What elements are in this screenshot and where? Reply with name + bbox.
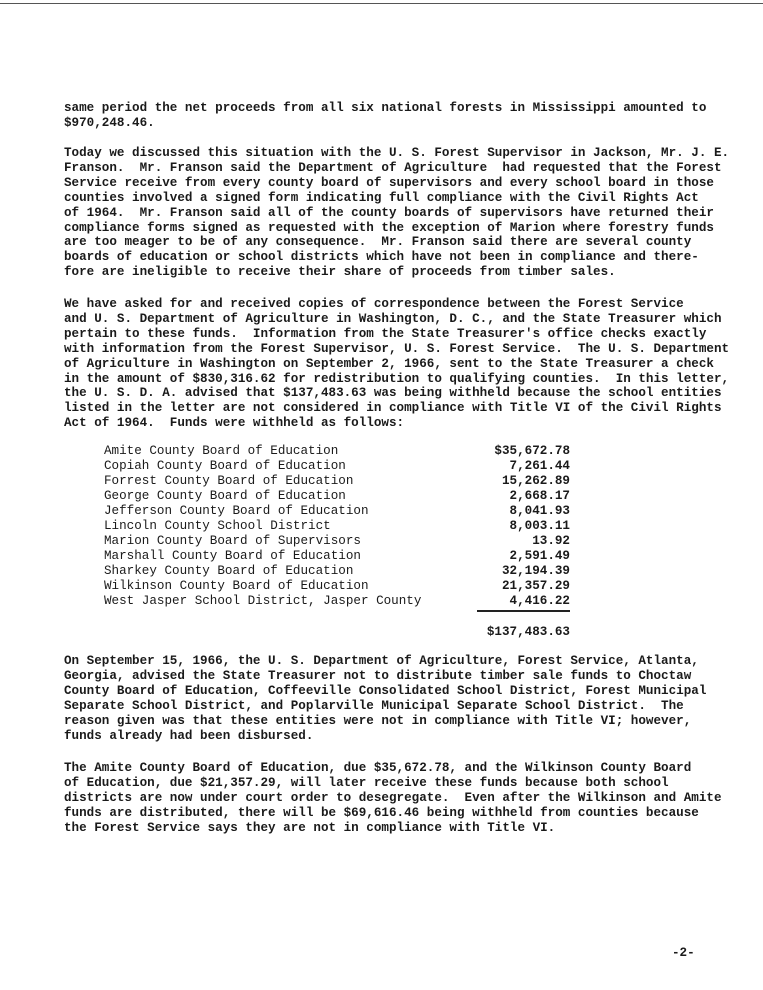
withheld-amount: 2,668.17 [509, 489, 570, 503]
entity-name: Lincoln County School District [104, 519, 331, 533]
entity-name: Jefferson County Board of Education [104, 504, 369, 518]
withheld-amount: 2,591.49 [509, 549, 570, 563]
withheld-amount: 8,041.93 [509, 504, 570, 518]
entity-name: Marion County Board of Supervisors [104, 534, 361, 548]
table-row [104, 519, 584, 534]
top-edge-rule [0, 3, 763, 4]
table-row [104, 444, 584, 459]
table-row [104, 534, 584, 549]
paragraph-forest-supervisor: Today we discussed this situation with the U. S. Forest Supervisor in Jackson, Mr. J. E. Franson. Mr. Franson said the Department of Agriculture had requested that the Forest Service receive from every county board of supervisors and every school board in those counties involved a signed form indicating full compliance with the Civil Rights Act of 1964. Mr. Franson said all of the county boards of supervisors have returned their compliance forms signed as requested with the exception of Marion where forestry funds are too meager to be of any consequence. Mr. Franson said there are several county boards of education or school districts which have not been in compliance and there- fore are ineligible to receive their share of proceeds from timber sales. [64, 146, 730, 280]
withheld-amount: $35,672.78 [494, 444, 570, 458]
table-row [104, 504, 584, 519]
entity-name: West Jasper School District, Jasper County [104, 594, 422, 608]
table-row [104, 564, 584, 579]
total-underline [477, 610, 570, 612]
withheld-amount: 15,262.89 [501, 474, 570, 488]
paragraph-court-order: The Amite County Board of Education, due $35,672.78, and the Wilkinson County Board of Education, due $21,357.29, will later receive these funds because both school districts are now under court order to desegregate. Even after the Wilkinson and Amite funds are distributed, there will be $69,616.46 being withheld from counties because the Forest Service says they are not in compliance with Title VI. [64, 761, 722, 835]
entity-name: Marshall County Board of Education [104, 549, 361, 563]
entity-name: George County Board of Education [104, 489, 346, 503]
paragraph-september-15: On September 15, 1966, the U. S. Department of Agriculture, Forest Service, Atlanta, Georgia, advised the State Treasurer not to distribute timber sale funds to Choctaw County Board of Education, Coffeeville Consolidated School District, Forest Municipal Separate School District, and Poplarville Municipal Separate School District. The reason given was that these entities were not in compliance with Title VI; however, funds already had been disbursed. [64, 654, 707, 743]
entity-name: Forrest County Board of Education [104, 474, 354, 488]
table-row [104, 549, 584, 564]
table-row [104, 489, 584, 504]
withheld-amount: 13.92 [532, 534, 570, 548]
paragraph-net-proceeds: same period the net proceeds from all six national forests in Mississippi amounted to $970,248.46. [64, 101, 707, 130]
entity-name: Amite County Board of Education [104, 444, 339, 458]
table-row [104, 594, 584, 609]
entity-name: Copiah County Board of Education [104, 459, 346, 473]
table-row [104, 579, 584, 594]
withheld-funds-table [104, 444, 584, 609]
paragraph-correspondence: We have asked for and received copies of correspondence between the Forest Service and U. S. Department of Agriculture in Washington, D. C., and the State Treasurer which pertain to these funds. Information from the State Treasurer's office checks exactly with information from the Forest Supervisor, U. S. Forest Service. The U. S. Department of Agriculture in Washington on September 2, 1966, sent to the State Treasurer a check in the amount of $830,316.62 for redistribution to qualifying counties. In this letter, the U. S. D. A. advised that $137,483.63 was being withheld because the school entities listed in the letter are not considered in compliance with Title VI of the Civil Rights Act of 1964. Funds were withheld as follows: [64, 297, 730, 431]
withheld-amount: 4,416.22 [509, 594, 570, 608]
withheld-amount: 8,003.11 [509, 519, 570, 533]
table-row [104, 459, 584, 474]
table-row [104, 474, 584, 489]
withheld-amount: 21,357.29 [501, 579, 570, 593]
entity-name: Sharkey County Board of Education [104, 564, 354, 578]
entity-name: Wilkinson County Board of Education [104, 579, 369, 593]
withheld-total: $137,483.63 [486, 625, 570, 639]
withheld-amount: 7,261.44 [509, 459, 570, 473]
page-number: -2- [672, 946, 695, 960]
withheld-amount: 32,194.39 [501, 564, 570, 578]
